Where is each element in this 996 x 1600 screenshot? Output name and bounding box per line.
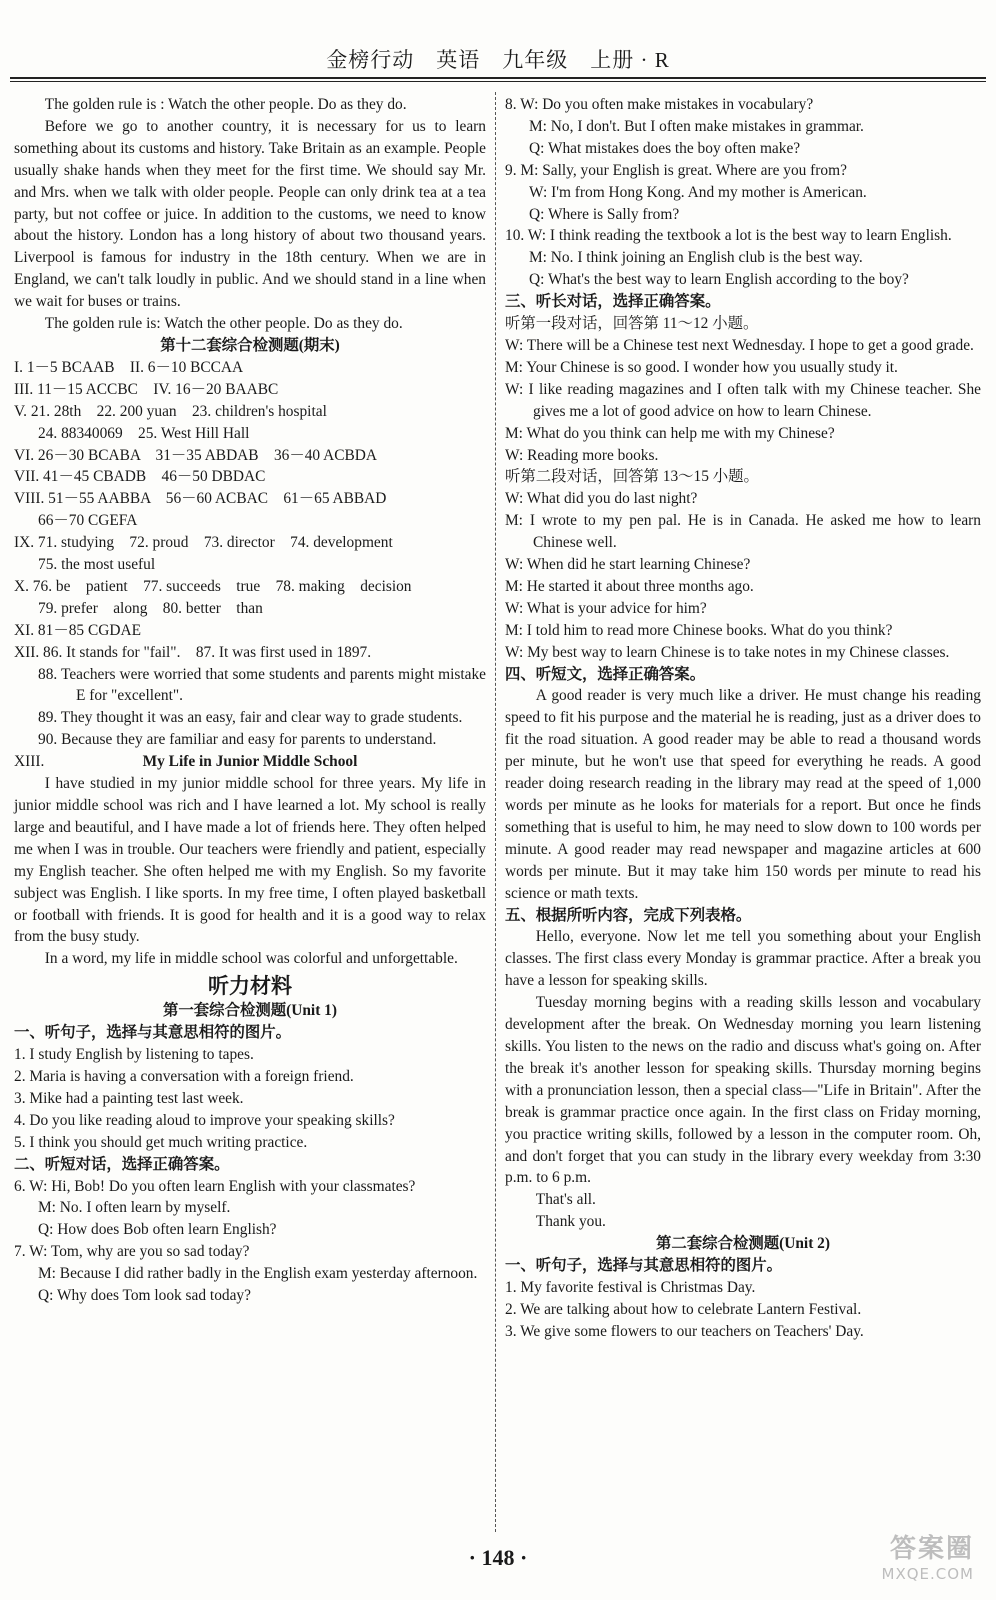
page-header xyxy=(0,40,996,85)
xiii-label: XIII. xyxy=(14,753,45,771)
answer-line: 66－70 CGEFA xyxy=(38,512,138,530)
dialogue-line: W: When did he start learning Chinese? xyxy=(505,556,751,574)
golden-rule-paragraph: The golden rule is : Watch the other people. Do as they do. xyxy=(44,96,407,113)
section-heading: 三、听长对话，选择正确答案。 xyxy=(505,293,721,311)
dialogue-line: Q: What's the best way to learn English according to the boy? xyxy=(529,271,909,289)
dialogue-line: M: No. I think joining an English club is the best way. xyxy=(529,249,863,267)
section-heading: 四、听短文，选择正确答案。 xyxy=(505,665,706,683)
classes-passage-thanks: Thank you. xyxy=(535,1213,606,1231)
reading-passage: A good reader is very much like a driver. He must change his reading speed to fit his purpose and the material he is reading, just as a driver does to fit the road situation. A good reader may be able to read a thousand words per minute, but he won't use that speed for everything he reads. A good reader doing research reading in the library may read at the speed of 1,000 words per minute as he looks for materials for a report. But once he finds something that is useful to him, he may need to slow down to 100 words per minute. A good reader may read newspaper and magazine articles at 600 words per minute. But it may take him 150 words per minute to read his science or math texts. xyxy=(505,687,981,902)
test12-title: 第十二套综合检测题(期末) xyxy=(160,336,340,354)
answer-line: VII. 41－45 CBADB 46－50 DBDAC xyxy=(14,468,266,486)
right-column xyxy=(505,94,981,1343)
answer-line: IX. 71. studying 72. proud 73. director 74. development xyxy=(14,534,393,552)
essay-paragraph: I have studied in my junior middle school for three years. My life in junior middle school was rich and I have learned a lot. My school is really large and beautiful, and I have made a lot of friends here. They often helped me when I was in trouble. Our teachers were friendly and patient, especially my English teacher. She often helped me with my English. So my favorite subject was English. I like sports. In my free time, I often played basketball or football with friends. It is good for health and it is a good way to relax from the busy study. xyxy=(14,775,486,946)
dialogue-line: M: What do you think can help me with my Chinese? xyxy=(505,424,835,442)
answer-88: 88. Teachers were worried that some students and parents might mistake E for "excellent". xyxy=(38,665,486,705)
header-rule-thin xyxy=(10,81,986,82)
section-heading: 五、根据所听内容，完成下列表格。 xyxy=(505,906,752,924)
dialogue-line: M: No. I often learn by myself. xyxy=(38,1199,231,1217)
answer-line: I. 1－5 BCAAB II. 6－10 BCCAA xyxy=(14,358,244,376)
dialogue-line: Q: Where is Sally from? xyxy=(529,205,680,223)
conversation-intro: 听第一段对话，回答第 11～12 小题。 xyxy=(505,315,759,333)
dialogue-line: W: I'm from Hong Kong. And my mother is American. xyxy=(529,183,867,201)
answer-line: 24. 88340069 25. West Hill Hall xyxy=(38,424,250,442)
essay-paragraph: In a word, my life in middle school was colorful and unforgettable. xyxy=(44,950,458,968)
sentence-item: 1. My favorite festival is Christmas Day. xyxy=(505,1278,756,1296)
classes-passage: Tuesday morning begins with a reading skills lesson and vocabulary development after the break. On Wednesday morning you learn listening skills. You listen to the news on the radio and discuss what's going on. After the break it's another lesson for speaking skills. Thursday morning begins with a pronunciation lesson, then a special class—"Life in Britain". After the break is grammar practice once again. In the first class on Friday morning, you practice writing skills, followed by a lesson in the computer room. Oh, and don't forget that you can study in the library every weekday from 3:30 p.m. to 6 p.m. xyxy=(505,994,981,1187)
dialogue-line: W: Reading more books. xyxy=(505,446,659,464)
dialogue-line: 9. M: Sally, your English is great. Where are you from? xyxy=(505,161,847,179)
column-divider xyxy=(495,92,496,1532)
essay-heading xyxy=(14,751,486,773)
customs-paragraph: Before we go to another country, it is necessary for us to learn something about its customs and history. Take Britain as an example. People usually shake hands when they meet for the first time. We should say Mr. and Mrs. when we talk with older people. People can only drink tea at a tea party, but not coffee or juice. In addition to the customs, we need to know about the history. London has a long history of about two thousand years. Liverpool is famous for industry in the 18th century. When we are in England, we can't talk loudly in public. And we should stand in a line when we wait for buses or trains. xyxy=(14,117,486,311)
answer-line: X. 76. be patient 77. succeeds true 78. making decision xyxy=(14,577,412,595)
watermark xyxy=(882,1528,975,1583)
dialogue-line: 6. W: Hi, Bob! Do you often learn English with your classmates? xyxy=(14,1177,416,1195)
answer-line: V. 21. 28th 22. 200 yuan 23. children's hospital xyxy=(14,402,327,420)
dialogue-line: 7. W: Tom, why are you so sad today? xyxy=(14,1243,250,1261)
golden-rule-paragraph-2: The golden rule is: Watch the other people. Do as they do. xyxy=(44,315,403,333)
section-heading: 一、听句子，选择与其意思相符的图片。 xyxy=(505,1257,783,1275)
header-title: 金榜行动 英语 九年级 上册 · R xyxy=(326,48,670,72)
header-rule xyxy=(10,77,986,79)
answer-line: VI. 26－30 BCABA 31－35 ABDAB 36－40 ACBDA xyxy=(14,446,378,464)
conversation-intro: 听第二段对话，回答第 13～15 小题。 xyxy=(505,468,759,486)
answer-90: 90. Because they are familiar and easy for parents to understand. xyxy=(38,731,437,749)
test1-title: 第一套综合检测题(Unit 1) xyxy=(163,1002,337,1020)
watermark-url: MXQE.COM xyxy=(881,1565,974,1583)
classes-passage-closing: That's all. xyxy=(535,1191,596,1209)
dialogue-line: M: I wrote to my pen pal. He is in Canada. He asked me how to learn Chinese well. xyxy=(505,512,981,552)
answer-line: III. 11－15 ACCBC IV. 16－20 BAABC xyxy=(14,380,279,398)
dialogue-line: W: What did you do last night? xyxy=(505,490,698,508)
sentence-item: 3. Mike had a painting test last week. xyxy=(14,1089,244,1107)
classes-passage: Hello, everyone. Now let me tell you something about your English classes. The first class every Monday is grammar practice. After a break you have a lesson for speaking skills. xyxy=(505,928,981,990)
dialogue-line: Q: How does Bob often learn English? xyxy=(38,1221,277,1239)
dialogue-line: M: No, I don't. But I often make mistakes in grammar. xyxy=(529,117,864,135)
left-column xyxy=(14,94,486,1307)
dialogue-line: Q: What mistakes does the boy often make? xyxy=(529,139,801,157)
dialogue-line: 8. W: Do you often make mistakes in vocabulary? xyxy=(505,96,814,113)
answer-line: XII. 86. It stands for "fail". 87. It was first used in 1897. xyxy=(14,643,372,661)
dialogue-line: W: My best way to learn Chinese is to take notes in my Chinese classes. xyxy=(505,643,950,661)
dialogue-line: 10. W: I think reading the textbook a lot is the best way to learn English. xyxy=(505,227,952,245)
sentence-item: 1. I study English by listening to tapes. xyxy=(14,1046,254,1064)
section-heading: 二、听短对话，选择正确答案。 xyxy=(14,1155,230,1173)
page-number: · 148 · xyxy=(468,1545,528,1570)
listening-title: 听力材料 xyxy=(208,974,292,999)
sentence-item: 4. Do you like reading aloud to improve your speaking skills? xyxy=(14,1111,395,1129)
dialogue-line: Q: Why does Tom look sad today? xyxy=(38,1287,251,1305)
answer-line: VIII. 51－55 AABBA 56－60 ACBAC 61－65 ABBAD xyxy=(14,490,387,508)
dialogue-line: M: I told him to read more Chinese books. What do you think? xyxy=(505,621,893,639)
answer-line: 79. prefer along 80. better than xyxy=(38,599,263,617)
dialogue-line: M: Your Chinese is so good. I wonder how you usually study it. xyxy=(505,358,898,376)
dialogue-line: M: Because I did rather badly in the English exam yesterday afternoon. xyxy=(38,1265,478,1283)
sentence-item: 2. Maria is having a conversation with a foreign friend. xyxy=(14,1067,354,1085)
dialogue-line: W: What is your advice for him? xyxy=(505,599,707,617)
section-heading: 一、听句子，选择与其意思相符的图片。 xyxy=(14,1024,292,1042)
watermark-logo: 答案圈 xyxy=(889,1534,974,1564)
sentence-item: 3. We give some flowers to our teachers on Teachers' Day. xyxy=(505,1322,864,1340)
answer-89: 89. They thought it was an easy, fair and clear way to grade students. xyxy=(38,709,463,727)
sentence-item: 5. I think you should get much writing practice. xyxy=(14,1133,308,1151)
sentence-item: 2. We are talking about how to celebrate Lantern Festival. xyxy=(505,1300,862,1318)
dialogue-line: W: There will be a Chinese test next Wednesday. I hope to get a good grade. xyxy=(505,336,974,354)
answer-line: XI. 81－85 CGDAE xyxy=(14,621,141,639)
dialogue-line: W: I like reading magazines and I often talk with my Chinese teacher. She gives me a lot of good advice on how to learn Chinese. xyxy=(505,380,981,420)
answer-line: 75. the most useful xyxy=(38,556,156,574)
test2-title: 第二套综合检测题(Unit 2) xyxy=(656,1235,830,1253)
dialogue-line: M: He started it about three months ago. xyxy=(505,577,754,595)
essay-title: My Life in Junior Middle School xyxy=(142,753,358,771)
